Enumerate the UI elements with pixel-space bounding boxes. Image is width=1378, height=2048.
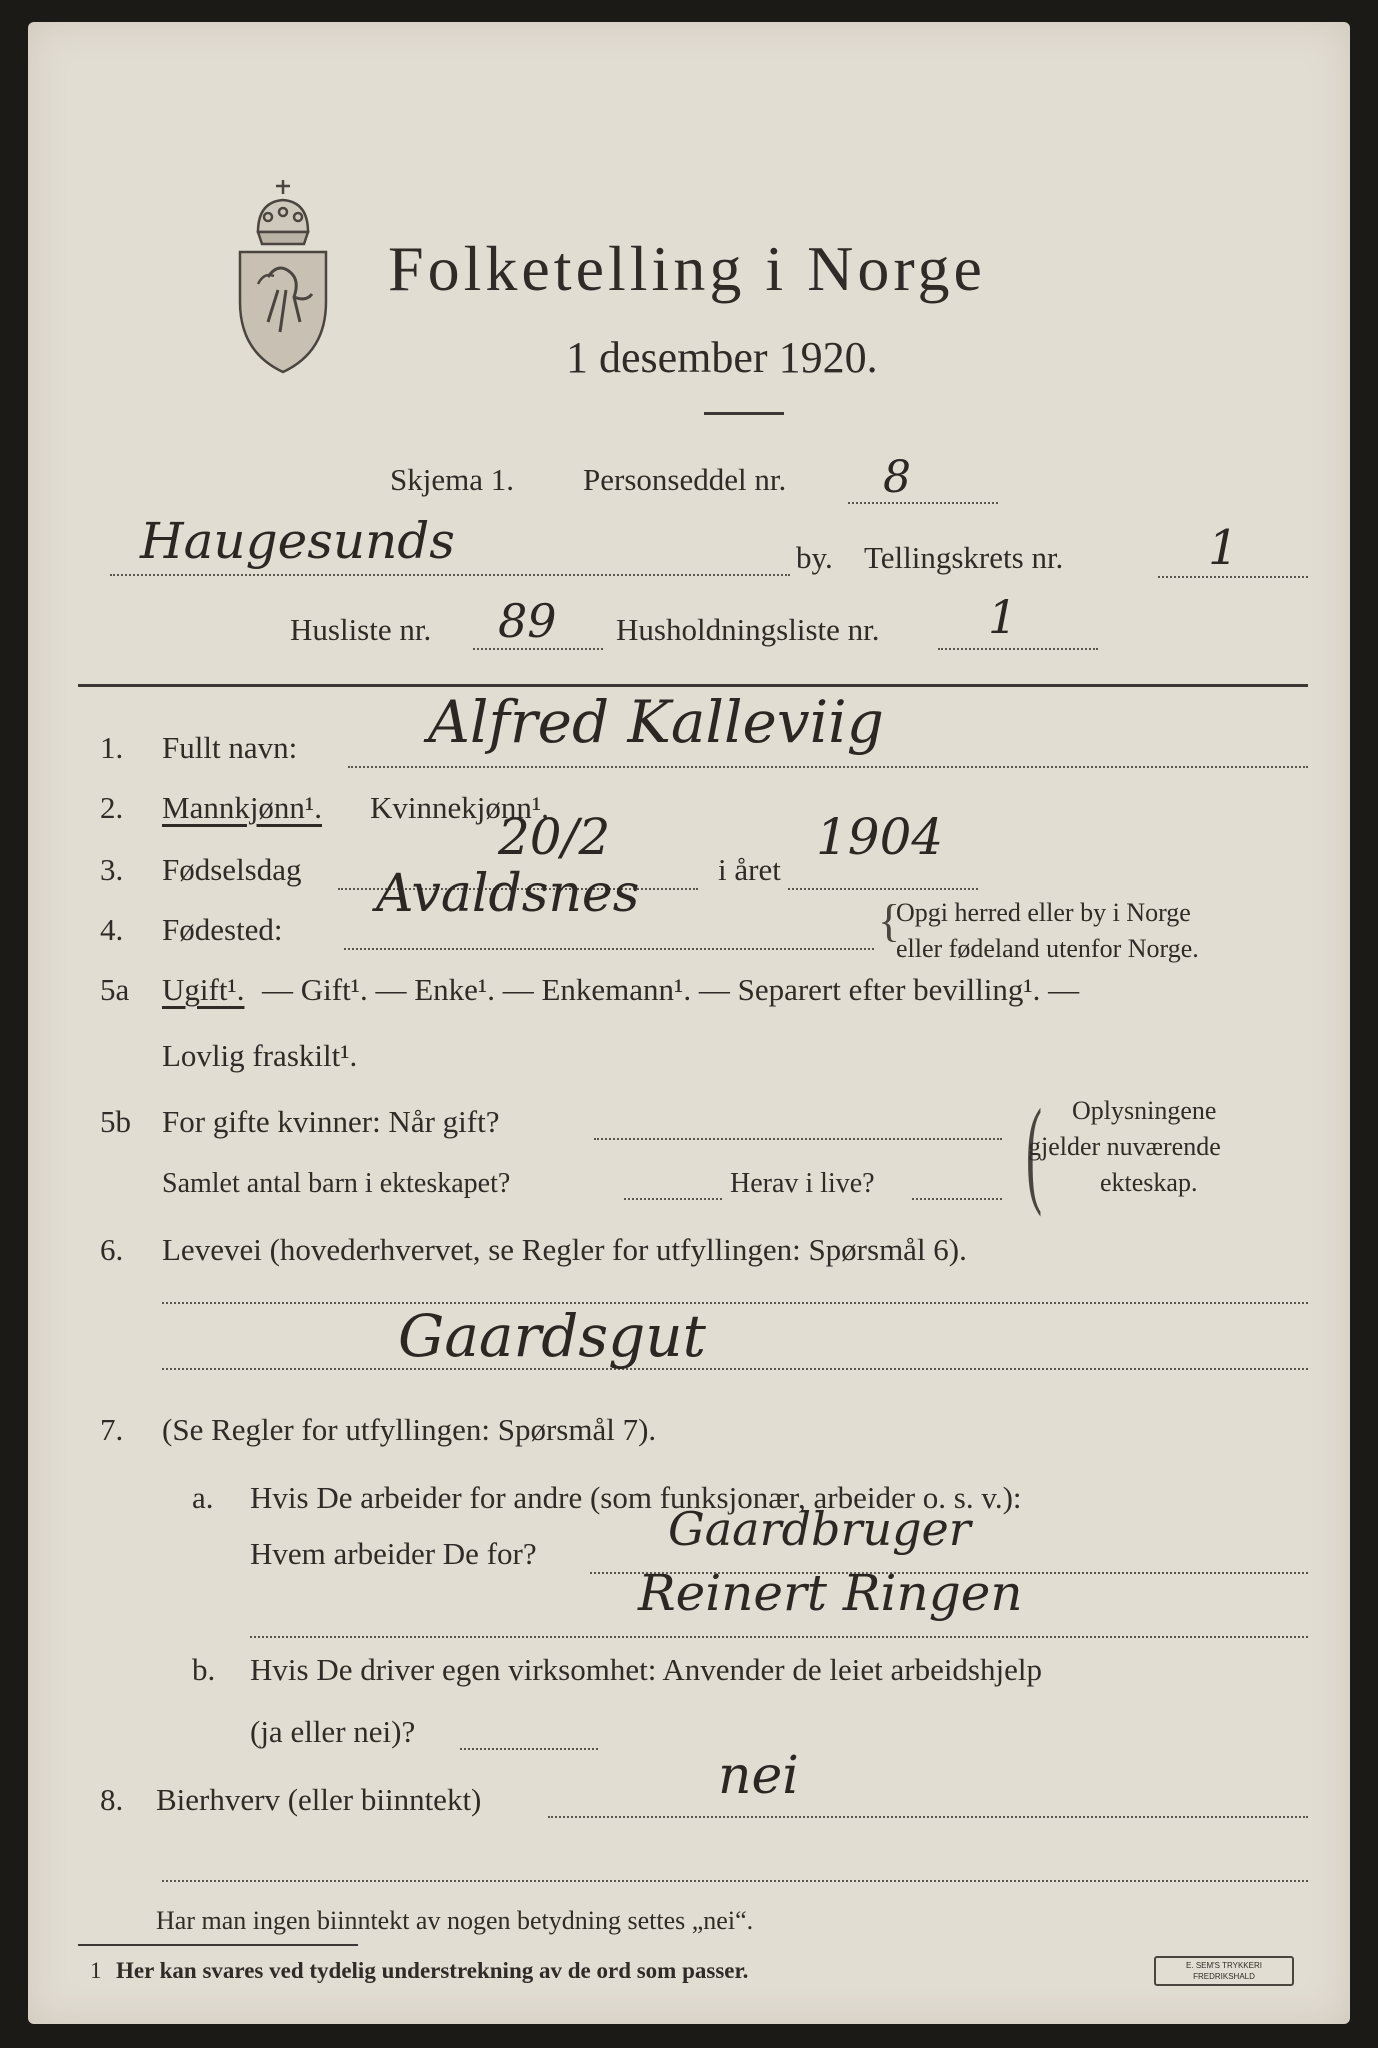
q5b-married-line	[594, 1138, 1002, 1140]
q7-label: (Se Regler for utfyllingen: Spørsmål 7).	[162, 1412, 657, 1447]
q1-label: Fullt navn:	[162, 730, 298, 765]
by-label: by.	[796, 540, 833, 575]
skjema-label: Skjema 1.	[390, 462, 514, 497]
occupation-value[interactable]: Gaardsgut	[398, 1302, 706, 1370]
section-divider	[78, 684, 1308, 687]
q1-number: 1.	[100, 730, 124, 765]
husholdning-line	[938, 648, 1098, 650]
census-date: 1 desember 1920.	[566, 333, 878, 382]
gender-male-option[interactable]: Mannkjønn¹.	[162, 790, 322, 825]
printer-stamp	[1154, 1956, 1294, 1986]
status-ugift-option[interactable]: Ugift¹.	[162, 972, 245, 1007]
husholdning-value[interactable]: 1	[988, 590, 1018, 644]
birth-year-value[interactable]: 1904	[816, 808, 944, 866]
q8-line1	[548, 1816, 1308, 1818]
q7-number: 7.	[100, 1412, 124, 1447]
q8-label: Bierhverv (eller biinntekt)	[156, 1782, 482, 1817]
q4-line	[344, 948, 874, 950]
tellingskrets-label: Tellingskrets nr.	[864, 540, 1064, 575]
q4-number: 4.	[100, 912, 124, 947]
coat-of-arms-icon	[228, 172, 338, 382]
q8-line2	[162, 1880, 1308, 1882]
title-divider	[704, 412, 784, 415]
q6-line2	[162, 1368, 1308, 1370]
q5a-number: 5a	[100, 972, 130, 1007]
status-fraskilt-option[interactable]: Lovlig fraskilt¹.	[162, 1038, 358, 1073]
q5b-note-line3: ekteskap.	[1100, 1168, 1198, 1197]
q5b-note-bracket: (	[1025, 1084, 1042, 1217]
q7b-label: Hvis De driver egen virksomhet: Anvender de leiet arbeidshjelp	[250, 1652, 1042, 1687]
q7a-line2	[250, 1636, 1308, 1638]
census-form-page	[28, 22, 1350, 2024]
q4-note-line1: Opgi herred eller by i Norge	[896, 898, 1191, 927]
personseddel-value[interactable]: 8	[883, 452, 911, 503]
q6-number: 6.	[100, 1232, 124, 1267]
q6-label: Levevei (hovederhvervet, se Regler for utfyllingen: Spørsmål 6).	[162, 1232, 967, 1267]
tellingskrets-line	[1158, 576, 1308, 578]
footnote-marker: 1	[90, 1958, 102, 1983]
birthplace-value[interactable]: Avaldsnes	[376, 864, 640, 924]
q5b-alive-line	[912, 1198, 1002, 1200]
q5b-note-line2: gjelder nuværende	[1028, 1132, 1221, 1161]
footer-note: Har man ingen biinntekt av nogen betydning settes „nei“.	[156, 1906, 754, 1935]
personseddel-line	[848, 502, 998, 504]
q4-note-line2: eller fødeland utenfor Norge.	[896, 934, 1199, 963]
tellingskrets-value[interactable]: 1	[1208, 520, 1239, 576]
gender-female-option[interactable]: Kvinnekjønn¹.	[370, 790, 549, 825]
q3-year-label: i året	[718, 852, 781, 887]
q7a-letter: a.	[192, 1480, 214, 1515]
city-line	[110, 574, 790, 576]
q3-year-line	[788, 888, 978, 890]
employer-value-2[interactable]: Reinert Ringen	[638, 1564, 1023, 1622]
q3-number: 3.	[100, 852, 124, 887]
q5b-note-line1: Oplysningene	[1072, 1096, 1217, 1125]
status-other-options: — Gift¹. — Enke¹. — Enkemann¹. — Separert efter bevilling¹. —	[262, 972, 1080, 1007]
printer-stamp-line1: E. SEM'S TRYKKERI	[1186, 1961, 1262, 1970]
q7b-letter: b.	[192, 1652, 216, 1687]
side-income-value[interactable]: nei	[718, 1746, 799, 1806]
q6-line1	[162, 1302, 1308, 1304]
q5b-label: For gifte kvinner: Når gift?	[162, 1104, 500, 1139]
employer-value-1[interactable]: Gaardbruger	[668, 1502, 971, 1556]
city-value[interactable]: Haugesunds	[140, 512, 455, 570]
footnote-text: Her kan svares ved tydelig understrekning av de ord som passer.	[116, 1958, 749, 1983]
husliste-label: Husliste nr.	[290, 612, 432, 647]
q7b-label2: (ja eller nei)?	[250, 1714, 416, 1749]
full-name-value[interactable]: Alfred Kalleviig	[428, 688, 884, 756]
q7a-employer-label: Hvem arbeider De for?	[250, 1536, 537, 1571]
husholdning-label: Husholdningsliste nr.	[616, 612, 880, 647]
q7b-line	[460, 1748, 598, 1750]
q8-number: 8.	[100, 1782, 124, 1817]
birthdate-value[interactable]: 20/2	[498, 808, 611, 866]
q2-number: 2.	[100, 790, 124, 825]
q7a-label: Hvis De arbeider for andre (som funksjonær, arbeider o. s. v.):	[250, 1480, 1022, 1515]
q5b-number: 5b	[100, 1104, 131, 1139]
printer-stamp-line2: FREDRIKSHALD	[1193, 1972, 1255, 1981]
q4-note-brace: {	[878, 895, 901, 946]
q1-line	[348, 766, 1308, 768]
q5b-children-label: Samlet antal barn i ekteskapet?	[162, 1168, 511, 1199]
q5b-children-line	[624, 1198, 722, 1200]
husliste-line	[473, 648, 603, 650]
personseddel-label: Personseddel nr.	[583, 462, 787, 497]
footnote-divider	[78, 1944, 358, 1946]
q5b-alive-label: Herav i live?	[730, 1168, 875, 1199]
q4-label: Fødested:	[162, 912, 283, 947]
q3-label: Fødselsdag	[162, 852, 302, 887]
page-title: Folketelling i Norge	[388, 233, 986, 304]
husliste-value[interactable]: 89	[498, 594, 557, 648]
